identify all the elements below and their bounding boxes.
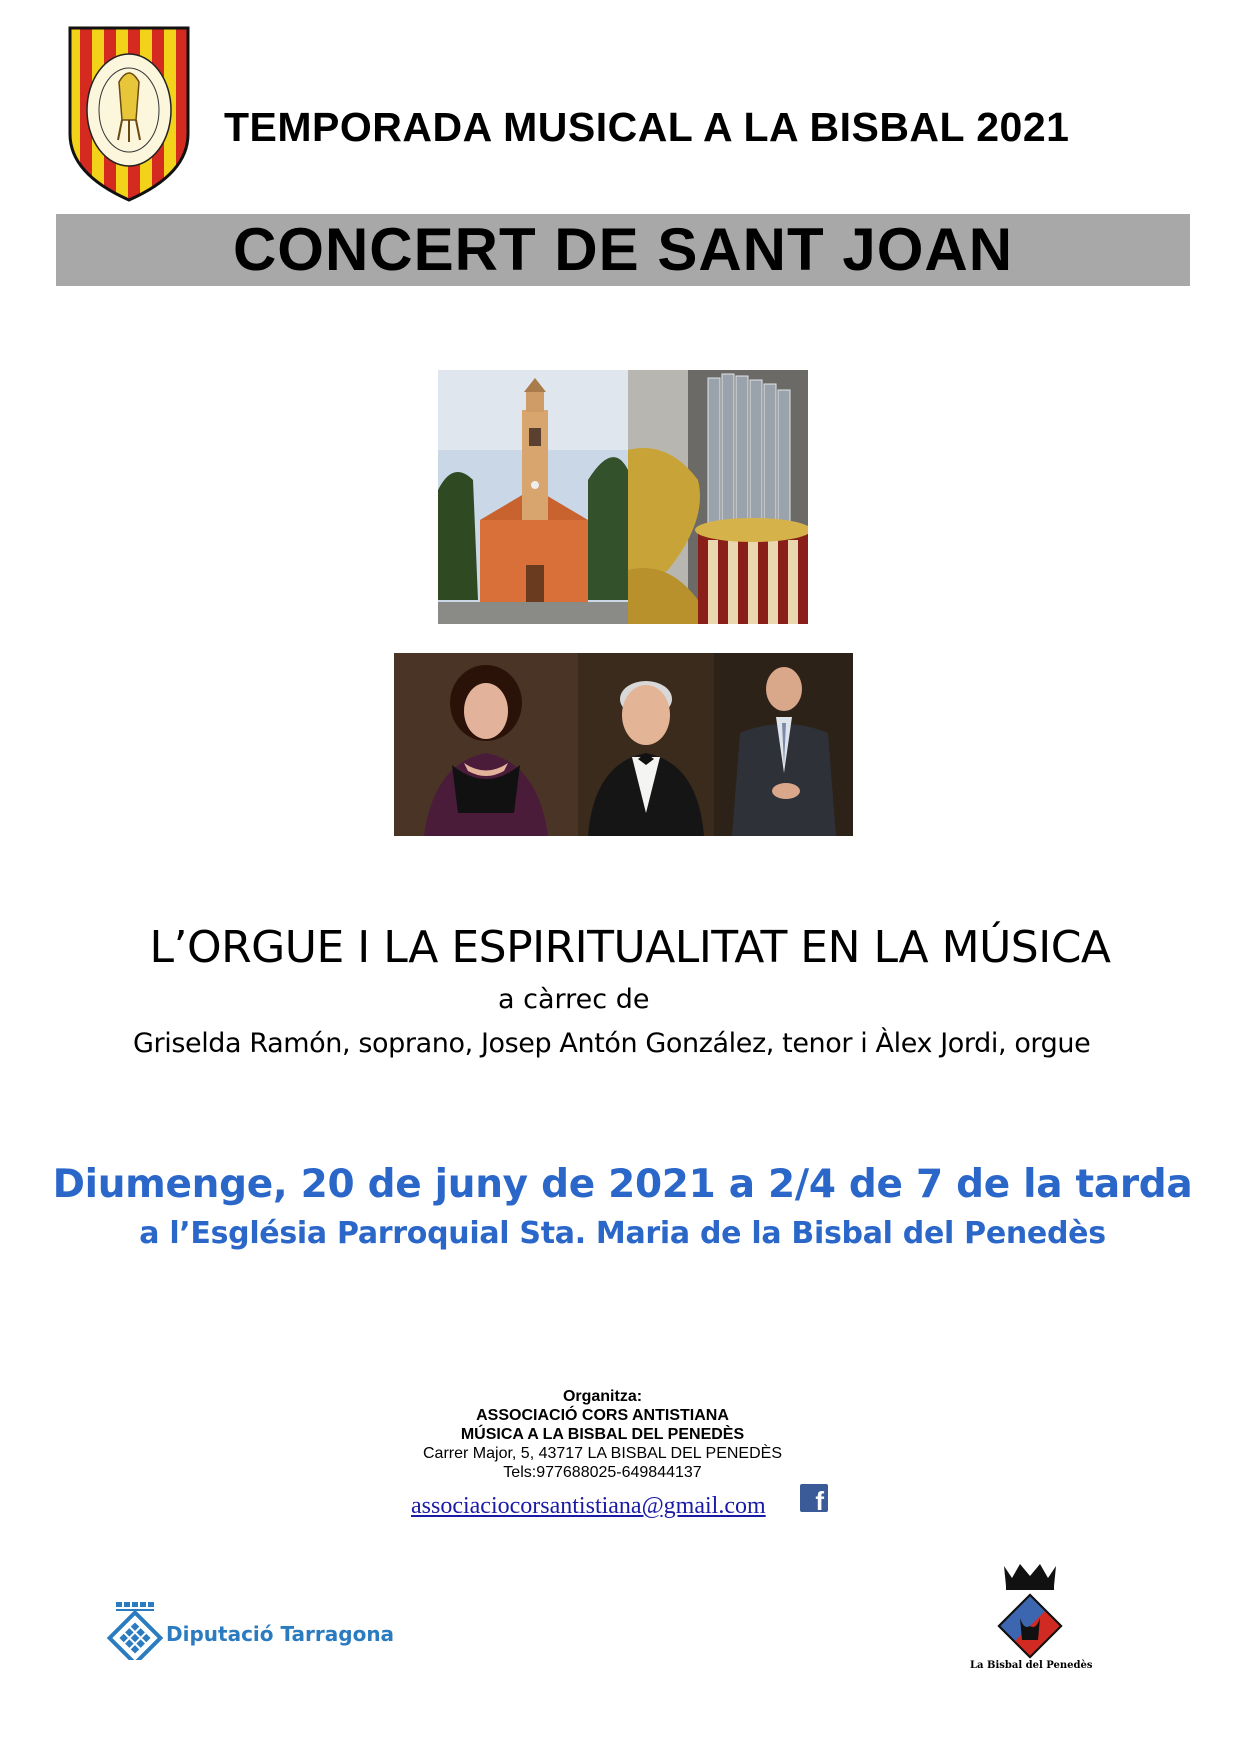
- facebook-icon[interactable]: f: [800, 1484, 828, 1512]
- organizer-subtitle: MÚSICA A LA BISBAL DEL PENEDÈS: [460, 1426, 745, 1443]
- organ-photo: [628, 370, 808, 624]
- organizer-label: Organitza:: [562, 1388, 643, 1405]
- organizer-address: Carrer Major, 5, 43717 LA BISBAL DEL PENEDÈS: [423, 1445, 782, 1462]
- soprano-photo: [394, 653, 578, 836]
- organizer-phones: Tels:977688025-649844137: [503, 1464, 702, 1481]
- la-bisbal-name: La Bisbal del Penedès: [970, 1660, 1093, 1671]
- performers-list: Griselda Ramón, soprano, Josep Antón González, tenor i Àlex Jordi, orgue: [133, 1028, 1091, 1059]
- organizer-email-link[interactable]: associaciocorsantistiana@gmail.com: [411, 1493, 766, 1519]
- diputacio-tarragona-logo: [106, 1598, 166, 1660]
- diputacio-tarragona-name: Diputació Tarragona: [166, 1622, 395, 1646]
- event-place: a l’Església Parroquial Sta. Maria de la Bisbal del Penedès: [139, 1216, 1106, 1251]
- concert-title: CONCERT DE SANT JOAN: [232, 216, 1014, 283]
- program-title: L’ORGUE I LA ESPIRITUALITAT EN LA MÚSICA: [149, 922, 1111, 973]
- church-photo: [438, 370, 628, 624]
- la-bisbal-coat-of-arms: [994, 1560, 1066, 1660]
- performers-intro: a càrrec de: [498, 984, 650, 1015]
- event-date: Diumenge, 20 de juny de 2021 a 2/4 de 7 de la tarda: [52, 1162, 1193, 1207]
- tenor-photo: [578, 653, 714, 836]
- organizer-name: ASSOCIACIÓ CORS ANTISTIANA: [476, 1407, 729, 1424]
- season-title: TEMPORADA MUSICAL A LA BISBAL 2021: [224, 104, 1070, 150]
- cors-antistiana-shield-logo: [66, 24, 192, 204]
- organist-photo: [714, 653, 853, 836]
